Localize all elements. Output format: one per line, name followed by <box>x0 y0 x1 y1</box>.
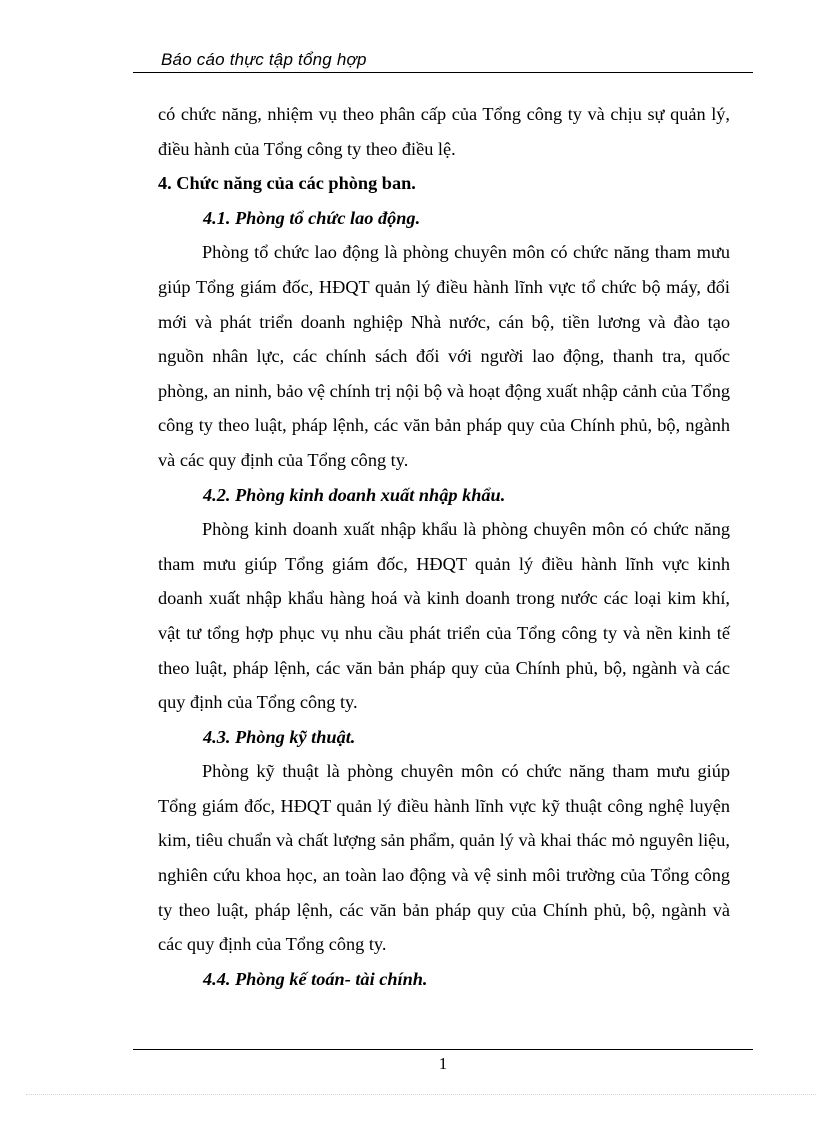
subsection-heading-4-2: 4.2. Phòng kinh doanh xuất nhập khẩu. <box>203 484 506 505</box>
page-header-title: Báo cáo thực tập tổng hợp <box>161 50 367 69</box>
intro-paragraph: có chức năng, nhiệm vụ theo phân cấp của Tổng công ty và chịu sự quản lý, điều hành của Tổng công ty theo điều lệ. <box>158 104 730 159</box>
document-body <box>158 97 730 996</box>
subsection-heading-4-3: 4.3. Phòng kỹ thuật. <box>203 726 356 747</box>
subsection-body-4-1: Phòng tổ chức lao động là phòng chuyên môn có chức năng tham mưu giúp Tổng giám đốc, HĐQT quản lý điều hành lĩnh vực tổ chức bộ máy, đổi mới và phát triển doanh nghiệp Nhà nước, cán bộ, tiền lương và đào tạo nguồn nhân lực, các chính sách đối với người lao động, thanh tra, quốc phòng, an ninh, bảo vệ chính trị nội bộ và hoạt động xuất nhập cảnh của Tổng công ty theo luật, pháp lệnh, các văn bản pháp quy của Chính phủ, bộ, ngành và các quy định của Tổng công ty. <box>158 242 730 470</box>
header-divider <box>133 72 753 73</box>
subsection-body-4-2: Phòng kinh doanh xuất nhập khẩu là phòng chuyên môn có chức năng tham mưu giúp Tổng giám đốc, HĐQT quản lý điều hành lĩnh vực kinh doanh xuất nhập khẩu hàng hoá và kinh doanh trong nước các loại kim khí, vật tư tổng hợp phục vụ nhu cầu phát triển của Tổng công ty và nền kinh tế theo luật, pháp lệnh, các văn bản pháp quy của Chính phủ, bộ, ngành và các quy định của Tổng công ty. <box>158 519 730 713</box>
subsection-body-4-3: Phòng kỹ thuật là phòng chuyên môn có chức năng tham mưu giúp Tổng giám đốc, HĐQT quản lý điều hành lĩnh vực kỹ thuật công nghệ luyện kim, tiêu chuẩn và chất lượng sản phẩm, quản lý và khai thác mỏ nguyên liệu, nghiên cứu khoa học, an toàn lao động và vệ sinh môi trường của Tổng công ty theo luật, pháp lệnh, các văn bản pháp quy của Chính phủ, bộ, ngành và các quy định của Tổng công ty. <box>158 761 730 955</box>
section-heading: 4. Chức năng của các phòng ban. <box>158 173 416 194</box>
subsection-heading-4-1: 4.1. Phòng tổ chức lao động. <box>203 207 421 228</box>
subsection-heading-4-4: 4.4. Phòng kế toán- tài chính. <box>203 968 428 989</box>
page-number: 1 <box>438 1054 448 1073</box>
footer-divider <box>133 1049 753 1050</box>
page-boundary <box>26 1094 816 1095</box>
